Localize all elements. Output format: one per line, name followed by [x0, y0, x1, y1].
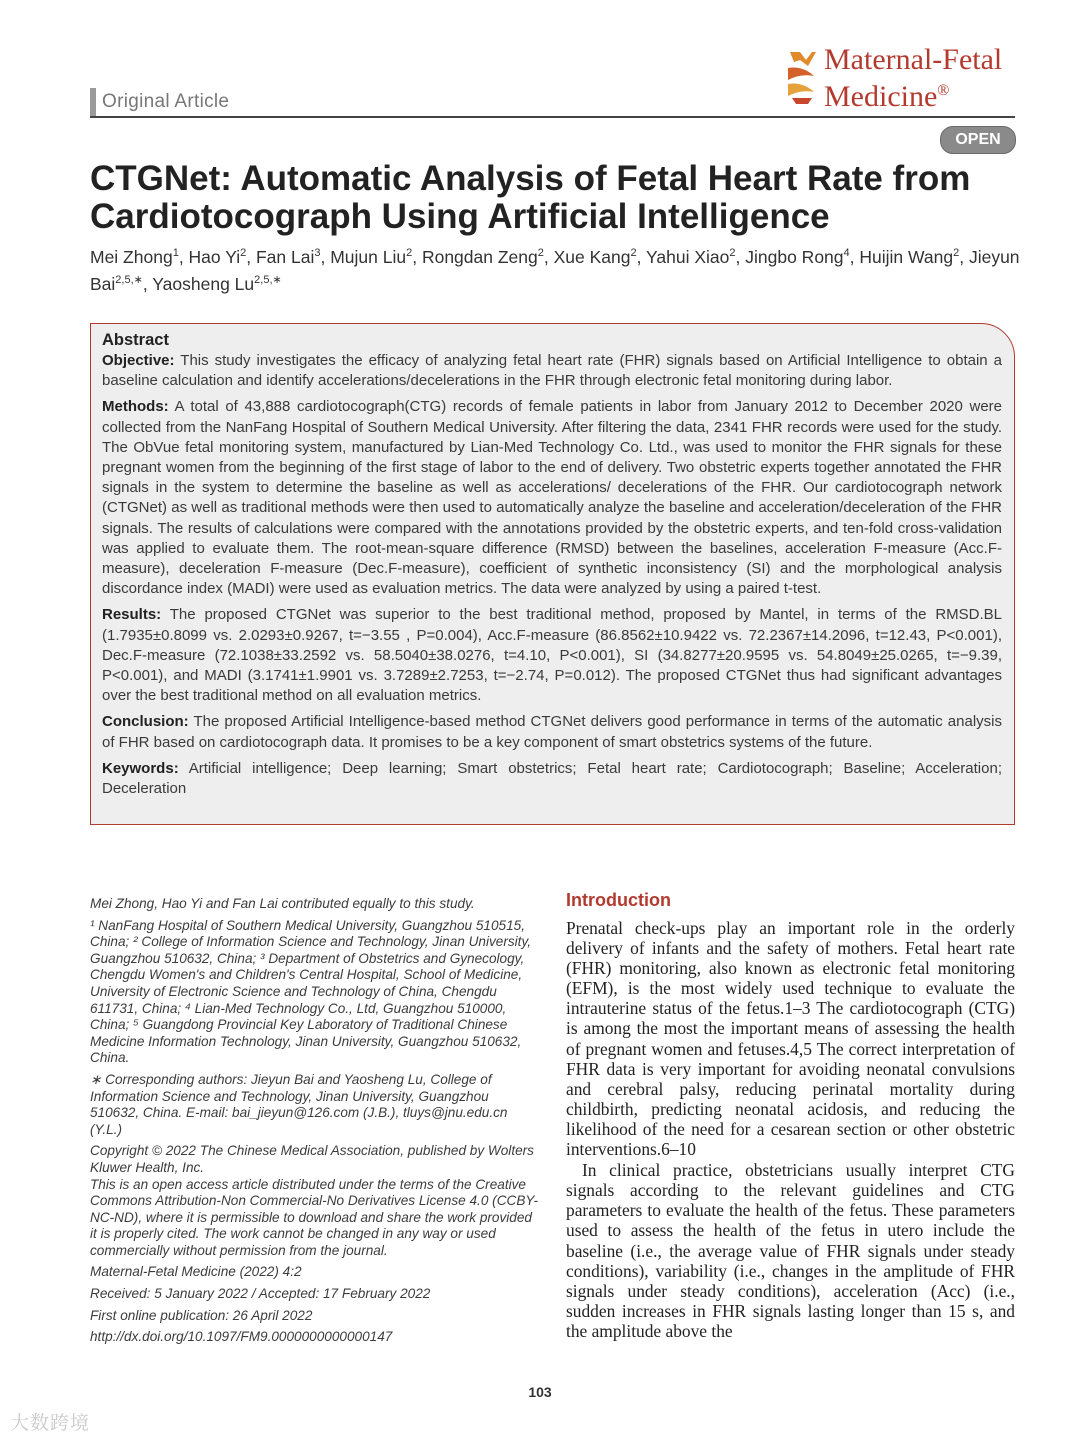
- author: Huijin Wang$^2$: [859, 246, 960, 267]
- section-label: Original Article: [90, 88, 229, 116]
- abstract-results: [102, 605, 1002, 706]
- journal-logo: [786, 43, 1018, 113]
- abstract-conclusion: [102, 712, 1002, 752]
- registered-mark: ®: [937, 82, 950, 99]
- journal-name-line2: Medicine: [824, 80, 938, 113]
- introduction-paragraph: In clinical practice, obstetricians usually interpret CTG signals according to the relevant guidelines and CTG parameters to evaluate the health of the fetus. These parameters used to assess the health of the fetus in utero include the baseline (i.e., the average value of FHR signals under steady conditions), variability (i.e., changes in the amplitude of FHR signals under steady conditions), acceleration (Acc) (i.e., sudden increases in FHR signals lasting longer than 15 s, and the amplitude above the: [566, 1160, 1015, 1341]
- author-affiliation: 2: [537, 247, 544, 259]
- results-text: The proposed CTGNet was superior to the best traditional method, proposed by Mantel, in terms of the RMSD.BL (1.7935±0.8099 vs. 2.0293±0.9267, t=−3.55 , P=0.004), Acc.F-measure (86.8562±10.9422 vs. 72.2367±14.2096, t=12.43, P<0.001), Dec.F-measure (72.1038±33.2592 vs. 58.5040±38.0276, t=4.10, P<0.001), SI (34.8277±20.9595 vs. 54.8049±25.0265, t=−9.39, P<0.001), and MADI (3.1741±1.9901 vs. 3.7289±2.7253, t=−2.74, P=0.012). The proposed CTGNet thus had significant advantages over the best traditional method on all evaluation metrics.: [102, 606, 1002, 705]
- conclusion-label: Conclusion:: [102, 713, 189, 731]
- author-affiliation: 2,5,∗: [115, 273, 143, 286]
- journal-logo-icon: [786, 48, 818, 106]
- author: Yaosheng $Lu^{2,5,∗}$: [152, 273, 282, 294]
- author: Mei Zhong$^1$: [90, 246, 179, 267]
- footnote-copyright: Copyright © 2022 The Chinese Medical Association, published by Wolters Kluwer Health, Inc.: [90, 1143, 534, 1175]
- author-affiliation: 2: [630, 247, 637, 259]
- author: Xue Kang$^2$: [553, 246, 637, 267]
- objective-label: Objective:: [102, 352, 175, 369]
- author-affiliation: 2: [729, 247, 736, 259]
- footnote-license: This is an open access article distributed under the terms of the Creative Commons Attribution-Non Commercial-No Derivatives License 4.0 (CCBY-NC-ND), where it is permissible to download and share the work provided it is properly cited. The work cannot be changed in any way or used commercially without permission from the journal.: [90, 1176, 538, 1258]
- introduction-heading: Introduction: [566, 890, 671, 910]
- footnote-contribution: Mei Zhong, Hao Yi and Fan Lai contributed equally to this study.: [90, 896, 475, 911]
- abstract-methods: [102, 397, 1002, 599]
- methods-label: Methods:: [102, 398, 169, 416]
- author: Rongdan Zeng$^2$: [421, 246, 544, 267]
- author: Fan Lai$^3$: [255, 246, 321, 267]
- footnote-affiliations: ¹ NanFang Hospital of Southern Medical University, Guangzhou 510515, China; ² College of Information Science and Technology, Jinan University, Guangzhou 510632, China; ³ Department of Obstetrics and Gynecology, Chengdu Women's and Children's Central Hospital, School of Medicine, University of Electronic Science and Technology of China, Chengdu 611731, China; ⁴ Lian-Med Technology Co., Ltd, Guangzhou 510000, China; ⁵ Guangdong Provincial Key Laboratory of Traditional Chinese Medicine Information Technology, Jinan University, Guangzhou 510632, China.: [90, 917, 532, 1066]
- author-affiliation: 2: [406, 247, 413, 259]
- abstract-objective: [102, 351, 1002, 391]
- author-affiliation: 2: [953, 247, 960, 259]
- author: Jingbo Rong$^4$: [745, 246, 850, 267]
- keywords-text: Artificial intelligence; Deep learning; Smart obstetrics; Fetal heart rate; Cardiotocograph; Baseline; Acceleration; Deceleration: [102, 759, 1002, 798]
- author-affiliation: 2: [240, 247, 247, 259]
- journal-name-line1: Maternal-Fetal: [824, 43, 1003, 76]
- article-title: CTGNet: Automatic Analysis of Fetal Heart Rate from Cardiotocograph Using Artificial Intelligence: [90, 159, 971, 236]
- author-affiliation: 4: [843, 247, 850, 259]
- author: Mujun Liu$^2$: [330, 246, 413, 267]
- abstract-heading: Abstract: [102, 331, 169, 349]
- conclusion-text: The proposed Artificial Intelligence-based method CTGNet delivers good performance in terms of the automatic analysis of FHR based on cardiotocograph data. It promises to be a key component of smart obstetrics systems of the future.: [102, 713, 1002, 751]
- introduction-paragraph: Prenatal check-ups play an important role in the orderly delivery of infants and the safety of mothers. Fetal heart rate (FHR) monitoring, also known as electronic fetal monitoring (EFM), is the most widely used technique to evaluate the intrauterine status of the fetus.1–3 The cardiotocograph (CTG) is among the most the important means of assessing the health of pregnant women and fetuses.4,5 The correct interpretation of FHR data is very important for avoiding neonatal convulsions and cerebral palsy, reducing perinatal mortality during childbirth, predicting neonatal acidosis, and reducing the likelihood of the need for a cesarean section or other obstetric interventions.6–10: [566, 918, 1015, 1160]
- watermark: 大数跨境: [10, 1413, 91, 1434]
- methods-text: A total of 43,888 cardiotocograph(CTG) records of female patients in labor from January 2012 to December 2020 were collected from the NanFang Hospital of Southern Medical University. After filtering the data, 2341 FHR records were used for the study. The ObVue fetal monitoring system, manufactured by Lian-Med Technology Co. Ltd., was used to monitor the FHR signals for these pregnant women from the beginning of the first stage of labor to the end of delivery. Two obstetric experts together annotated the FHR signals in the system to determine the baseline as well as accelerations/ decelerations of the FHR. Our cardiotocograph network (CTGNet) as well as traditional methods were then used to automatically analyze the baseline and acceleration/deceleration of the FHR signals. The results of calculations were compared with the annotations provided by the obstetric experts, and ten-fold cross-validation was applied to evaluate them. The root-mean-square difference (RMSD) between the baselines, acceleration F-measure (Acc.F-measure), deceleration F-measure (Dec.F-measure), coefficient of synthetic inconsistency (SI) and the morphological analysis discordance index (MADI) were used as evaluation metrics. The data were analyzed by using a paired t-test.: [102, 398, 1003, 598]
- author-affiliation: 1: [172, 247, 179, 259]
- abstract-keywords: [102, 759, 1002, 799]
- abstract-box: [90, 323, 1015, 825]
- header-divider: [90, 116, 1015, 118]
- footnote-citation: Maternal-Fetal Medicine (2022) 4:2: [90, 1264, 302, 1280]
- author: Jieyun Bai$^{2,5,∗}$: [90, 246, 1020, 294]
- footnote-doi: http://dx.doi.org/10.1097/FM9.0000000000000147: [90, 1329, 393, 1345]
- results-label: Results:: [102, 606, 162, 624]
- author: Yahui Xiao$^2$: [646, 246, 736, 267]
- keywords-label: Keywords:: [102, 759, 179, 777]
- footnote-online: First online publication: 26 April 2022: [90, 1307, 313, 1323]
- author-affiliation: 2,5,∗: [254, 273, 282, 286]
- footnotes: [90, 896, 538, 1351]
- author: Hao Yi$^2$: [188, 246, 247, 267]
- open-access-badge: OPEN: [940, 126, 1016, 154]
- objective-text: This study investigates the efficacy of analyzing fetal heart rate (FHR) signals based on Artificial Intelligence to obtain a baseline calculation and identify accelerations/decelerations in the FHR through electronic fetal monitoring during labor.: [102, 352, 1002, 390]
- footnote-received: Received: 5 January 2022 / Accepted: 17 February 2022: [90, 1286, 431, 1302]
- page-number: 103: [528, 1384, 552, 1400]
- author-list: Mei Zhong$^1$, Hao Yi$^2$, Fan Lai$^3$, Mujun Liu$^2$, Rongdan Zeng$^2$, Xue Kang$^2$, Yahui Xiao$^2$, Jingbo Rong$^4$, Huijin Wang$^2$, Jieyun Bai$^{2,5,∗}$, Yaosheng $Lu^{2,5,∗}$: [90, 246, 1020, 294]
- introduction-body: [566, 918, 1015, 1341]
- footnote-corresponding: ∗ Corresponding authors: Jieyun Bai and Yaosheng Lu, College of Information Science and Technology, Jinan University, Guangzhou 510632, China. E-mail: bai_jieyun@126.com (J.B.), tluys@jnu.edu.cn (Y.L.): [90, 1071, 508, 1137]
- author-affiliation: 3: [314, 247, 321, 259]
